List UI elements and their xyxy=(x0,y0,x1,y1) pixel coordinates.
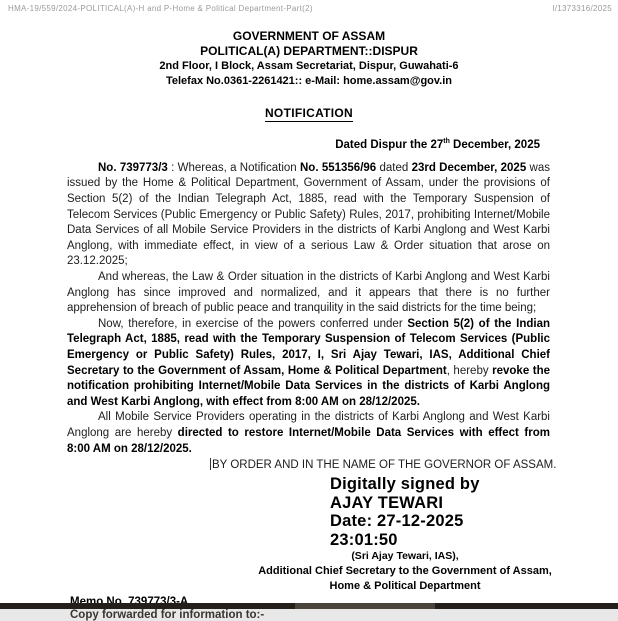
signature-line-2: AJAY TEWARI xyxy=(330,493,444,512)
file-number-left: HMA-19/559/2024-POLITICAL(A)-H and P-Home & Political Department-Part(2) xyxy=(8,4,313,13)
letterhead xyxy=(0,0,618,89)
paragraph-text: All Mobile Service Providers operating in the districts of Karbi Anglong and West Karbi Anglong are hereby xyxy=(67,411,550,439)
notification-heading: NOTIFICATION xyxy=(264,106,354,120)
department-title: POLITICAL(A) DEPARTMENT::DISPUR xyxy=(200,44,418,58)
paragraph-text: dated xyxy=(376,161,412,174)
paragraph-and-whereas xyxy=(67,270,550,317)
government-title: GOVERNMENT OF ASSAM xyxy=(232,29,386,43)
notification-number: No. 739773/3 xyxy=(98,161,168,174)
by-order-text: BY ORDER AND IN THE NAME OF THE GOVERNOR OF ASSAM. xyxy=(212,459,557,472)
date-suffix: December, 2025 xyxy=(449,138,540,151)
signatory-designation-1: Additional Chief Secretary to the Government of Assam, xyxy=(258,565,552,578)
signatory-name: (Sri Ajay Tewari, IAS), xyxy=(351,550,459,563)
referenced-notification-number: No. 551356/96 xyxy=(300,161,377,174)
notification-heading-row xyxy=(0,105,618,121)
by-order-line xyxy=(210,458,618,473)
paragraph-direction xyxy=(67,410,550,457)
notification-body xyxy=(67,161,550,457)
bottom-edge-bar xyxy=(0,603,618,609)
signature-line-4: 23:01:50 xyxy=(330,530,398,549)
date-line xyxy=(0,134,618,153)
restore-direction-bold: directed to restore Internet/Mobile Data Services with effect from 8:00 AM on 28/12/2025. xyxy=(67,426,550,455)
referenced-date: 23rd December, 2025 xyxy=(411,161,527,174)
signature-line-3: Date: 27-12-2025 xyxy=(330,512,464,531)
date-prefix: Dated Dispur the 27 xyxy=(335,138,444,151)
file-reference-header xyxy=(8,4,612,13)
date-ordinal-sup: th xyxy=(443,138,450,145)
file-number-right: I/1373316/2025 xyxy=(552,4,612,13)
paragraph-whereas xyxy=(67,161,550,270)
signature-line-1: Digitally signed by xyxy=(330,475,480,494)
digital-signature-block xyxy=(330,475,618,549)
signatory-designation-2: Home & Political Department xyxy=(329,580,481,593)
paragraph-text: : Whereas, a Notification xyxy=(167,161,300,174)
text-cursor xyxy=(210,458,211,470)
legal-provision-bold: Section 5(2) of the Indian Telegraph Act, 1885, read with the Temporary Suspension of Telecom Services (Public Emergency or Public Safety) Rules, 2017, I, Sri Ajay Tewari, IAS, Additional Chief Secretary to the Government of Assam, Home & Political Department xyxy=(67,317,550,377)
bottom-edge-bar-segment xyxy=(295,603,435,609)
paragraph-text: Now, therefore, in exercise of the powers conferred under xyxy=(98,317,408,330)
signatory-block xyxy=(245,549,565,594)
paragraph-text: And whereas, the Law & Order situation in the districts of Karbi Anglong and West Karbi Anglong has since improved and normalized, and it appears that there is no further apprehension of breach of public peace and tranquility in the said districts for the time being; xyxy=(67,270,550,315)
paragraph-text: , hereby xyxy=(446,364,493,377)
paragraph-text: was issued by the Home & Political Department, Government of Assam, under the provisions of Section 5(2) of the Indian Telegraph Act, 1885, read with the Temporary Suspension of Telecom Services (Public Emergency or Public Safety) Rules, 2017, prohibiting Internet/Mobile Data Services of all Mobile Service Providers in the districts of Karbi Anglong and West Karbi Anglong, with immediate effect, in view of a serious Law & Order situation that arose on 23.12.2025; xyxy=(67,161,550,268)
revocation-order-bold: revoke the notification prohibiting Internet/Mobile Data Services in the districts of Karbi Anglong and West Karbi Anglong, with effect from 8:00 AM on 28/12/2025. xyxy=(67,364,551,408)
address-line: 2nd Floor, I Block, Assam Secretariat, Dispur, Guwahati-6 xyxy=(159,60,459,72)
contact-line: Telefax No.0361-2261421:: e-Mail: home.assam@gov.in xyxy=(165,75,453,87)
clipped-bottom-text-line: Copy forwarded for information to:- xyxy=(70,609,265,621)
paragraph-revocation xyxy=(67,317,550,411)
